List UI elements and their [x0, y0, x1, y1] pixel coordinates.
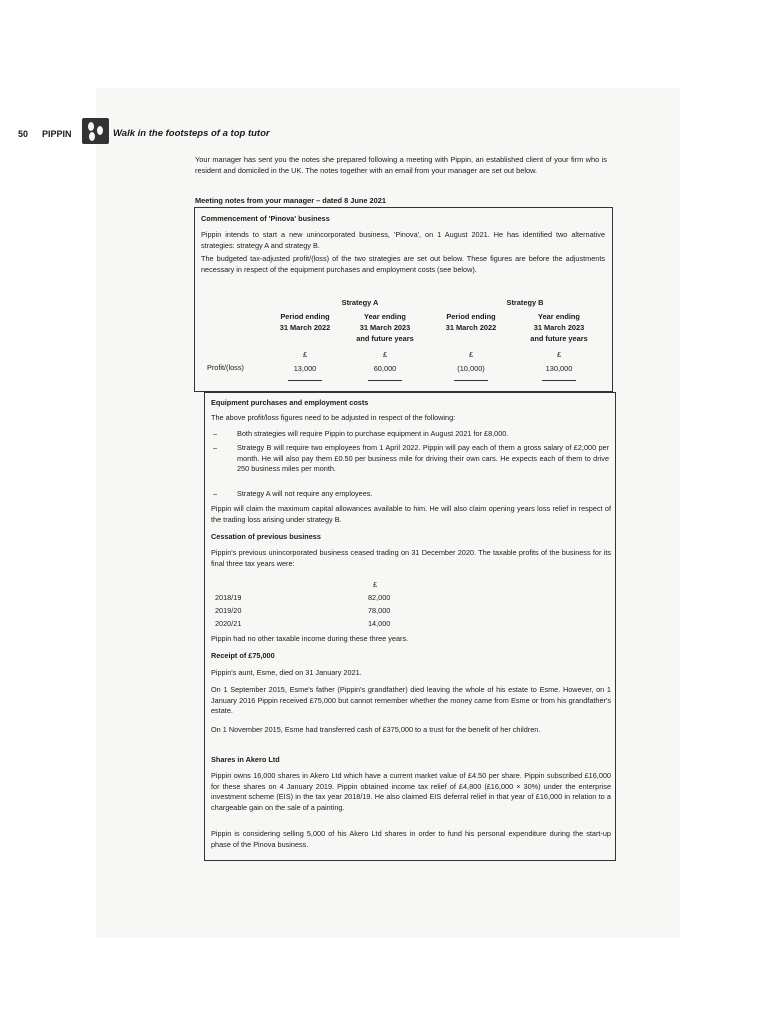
- value-cell: 60,000: [373, 364, 397, 373]
- profit-loss-label: Profit/(loss): [207, 363, 244, 372]
- currency-symbol: £: [372, 580, 378, 589]
- tax-year: 2018/19: [215, 593, 242, 602]
- equipment-bullet1: Both strategies will require Pippin to purchase equipment in August 2021 for £8,000.: [237, 429, 509, 438]
- equipment-lead: The above profit/loss figures need to be adjusted in respect of the following:: [211, 413, 456, 422]
- footprints-logo-icon: [82, 118, 109, 144]
- taxable-profit: 82,000: [368, 593, 391, 602]
- underline: [542, 380, 576, 381]
- value-cell: (10,000): [457, 364, 485, 373]
- equipment-heading: Equipment purchases and employment costs: [211, 398, 369, 407]
- col1-header: Period ending 31 March 2022: [279, 312, 331, 332]
- cessation-footer: Pippin had no other taxable income during these three years.: [211, 634, 409, 643]
- col3-header: Period ending 31 March 2022: [445, 312, 497, 332]
- tax-year: 2019/20: [215, 606, 242, 615]
- col2-header: Year ending 31 March 2023 and future years: [356, 312, 414, 343]
- col4-header: Year ending 31 March 2023 and future years: [530, 312, 588, 343]
- commencement-heading: Commencement of 'Pinova' business: [201, 214, 330, 223]
- currency-symbol: £: [468, 350, 474, 359]
- currency-symbol: £: [382, 350, 388, 359]
- header-tagline: Walk in the footsteps of a top tutor: [113, 128, 270, 139]
- notes-box: [204, 392, 616, 861]
- equipment-para: Pippin will claim the maximum capital allowances available to him. He will also claim opening years loss relief in respect of the trading loss arising under strategy B.: [211, 504, 611, 524]
- equipment-bullet2: Strategy B will require two employees from 1 April 2022. Pippin will pay each of them a gross salary of £2,000 per month. He will also pay them £0.50 per business mile for driving their own cars. He expects each of them to drive 250 business miles per month.: [237, 443, 609, 473]
- bullet-dash: –: [213, 429, 218, 438]
- bullet-dash: –: [213, 443, 218, 452]
- intro-paragraph: Your manager has sent you the notes she prepared following a meeting with Pippin, an established client of your firm who is resident and domiciled in the UK. The notes together with an email from your manager are set out below.: [195, 155, 607, 175]
- book-name: PIPPIN: [42, 129, 72, 139]
- shares-heading: Shares in Akero Ltd: [211, 755, 280, 764]
- commencement-para2: The budgeted tax-adjusted profit/(loss) of the two strategies are set out below. These figures are before the adjustments necessary in respect of the equipment purchases and employment costs (see below).: [201, 254, 605, 274]
- currency-symbol: £: [302, 350, 308, 359]
- receipt-heading: Receipt of £75,000: [211, 651, 275, 660]
- receipt-para3: On 1 November 2015, Esme had transferred cash of £375,000 to a trust for the benefit of her children.: [211, 725, 541, 734]
- strategy-a-heading: Strategy A: [341, 298, 379, 307]
- equipment-bullet3: Strategy A will not require any employees.: [237, 489, 373, 498]
- currency-symbol: £: [556, 350, 562, 359]
- value-cell: 130,000: [545, 364, 573, 373]
- receipt-para1: Pippin's aunt, Esme, died on 31 January 2021.: [211, 668, 362, 677]
- taxable-profit: 14,000: [368, 619, 391, 628]
- taxable-profit: 78,000: [368, 606, 391, 615]
- shares-para2: Pippin is considering selling 5,000 of his Akero Ltd shares in order to fund his personal expenditure during the start-up phase of the Pinova business.: [211, 829, 611, 849]
- page-number: 50: [18, 129, 29, 139]
- underline: [368, 380, 402, 381]
- underline: [288, 380, 322, 381]
- strategy-b-heading: Strategy B: [506, 298, 544, 307]
- bullet-dash: –: [213, 489, 218, 498]
- commencement-box: [194, 207, 613, 392]
- meeting-notes-title: Meeting notes from your manager – dated 8 June 2021: [195, 196, 386, 205]
- cessation-heading: Cessation of previous business: [211, 532, 321, 541]
- underline: [454, 380, 488, 381]
- value-cell: 13,000: [293, 364, 317, 373]
- shares-para1: Pippin owns 16,000 shares in Akero Ltd which have a current market value of £4.50 per share. Pippin subscribed £16,000 for these shares on 4 January 2019. Pippin obtained income tax relief of £4,800 (£16,000 × 30%) under the enterprise investment scheme (EIS) in the tax year 2018/19. He also claimed EIS deferral relief in that year of £16,000 in relation to a chargeable gain on the sale of a painting.: [211, 771, 611, 812]
- receipt-para2: On 1 September 2015, Esme's father (Pippin's grandfather) died leaving the whole of his estate to Esme. However, on 1 January 2016 Pippin received £75,000 but cannot remember whether the money came from Esme or from his grandfather's estate.: [211, 685, 611, 715]
- tax-year: 2020/21: [215, 619, 242, 628]
- cessation-para: Pippin's previous unincorporated business ceased trading on 31 December 2020. The taxable profits of the business for its final three tax years were:: [211, 548, 611, 568]
- commencement-para1: Pippin intends to start a new unincorporated business, 'Pinova', on 1 August 2021. He has identified two alternative strategies: strategy A and strategy B.: [201, 230, 605, 250]
